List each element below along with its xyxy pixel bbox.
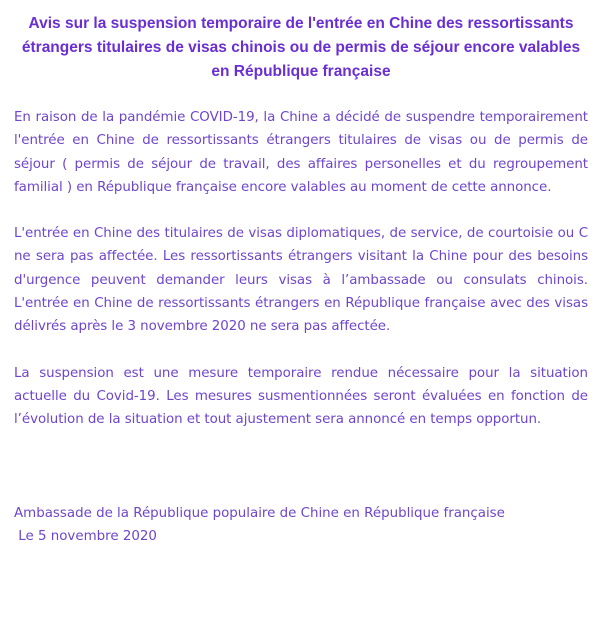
signature-block xyxy=(14,502,588,549)
notice-paragraph-2: L'entrée en Chine des titulaires de visas diplomatiques, de service, de courtoisie ou C ne sera pas affectée. Les ressortissants étrangers visitant la Chine pour des besoins d'urgence peuvent demander leurs visas à l’ambassade ou consulats chinois. L'entrée en Chine de ressortissants étrangers en République française avec des visas délivrés après le 3 novembre 2020 ne sera pas affectée. xyxy=(14,226,588,335)
notice-paragraph-3: La suspension est une mesure temporaire rendue nécessaire pour la situation actuelle du Covid-19. Les mesures susmentionnées seront évaluées en fonction de l’évolution de la situation et tout ajustement sera annoncé en temps opportun. xyxy=(14,365,588,428)
notice xyxy=(14,12,588,548)
signature-date: Le 5 novembre 2020 xyxy=(14,528,157,544)
notice-title: Avis sur la suspension temporaire de l'entrée en Chine des ressortissants étrangers titulaires de visas chinois ou de permis de séjour encore valables en République française xyxy=(21,15,581,80)
notice-paragraph-1: En raison de la pandémie COVID-19, la Chine a décidé de suspendre temporairement l'entrée en Chine de ressortissants étrangers titulaires de visas ou de permis de séjour ( permis de séjour de travail, des affaires personelles et du regroupement familial ) en République française encore valables au moment de cette annonce. xyxy=(14,110,588,195)
signature-issuer: Ambassade de la République populaire de Chine en République française xyxy=(14,505,505,521)
